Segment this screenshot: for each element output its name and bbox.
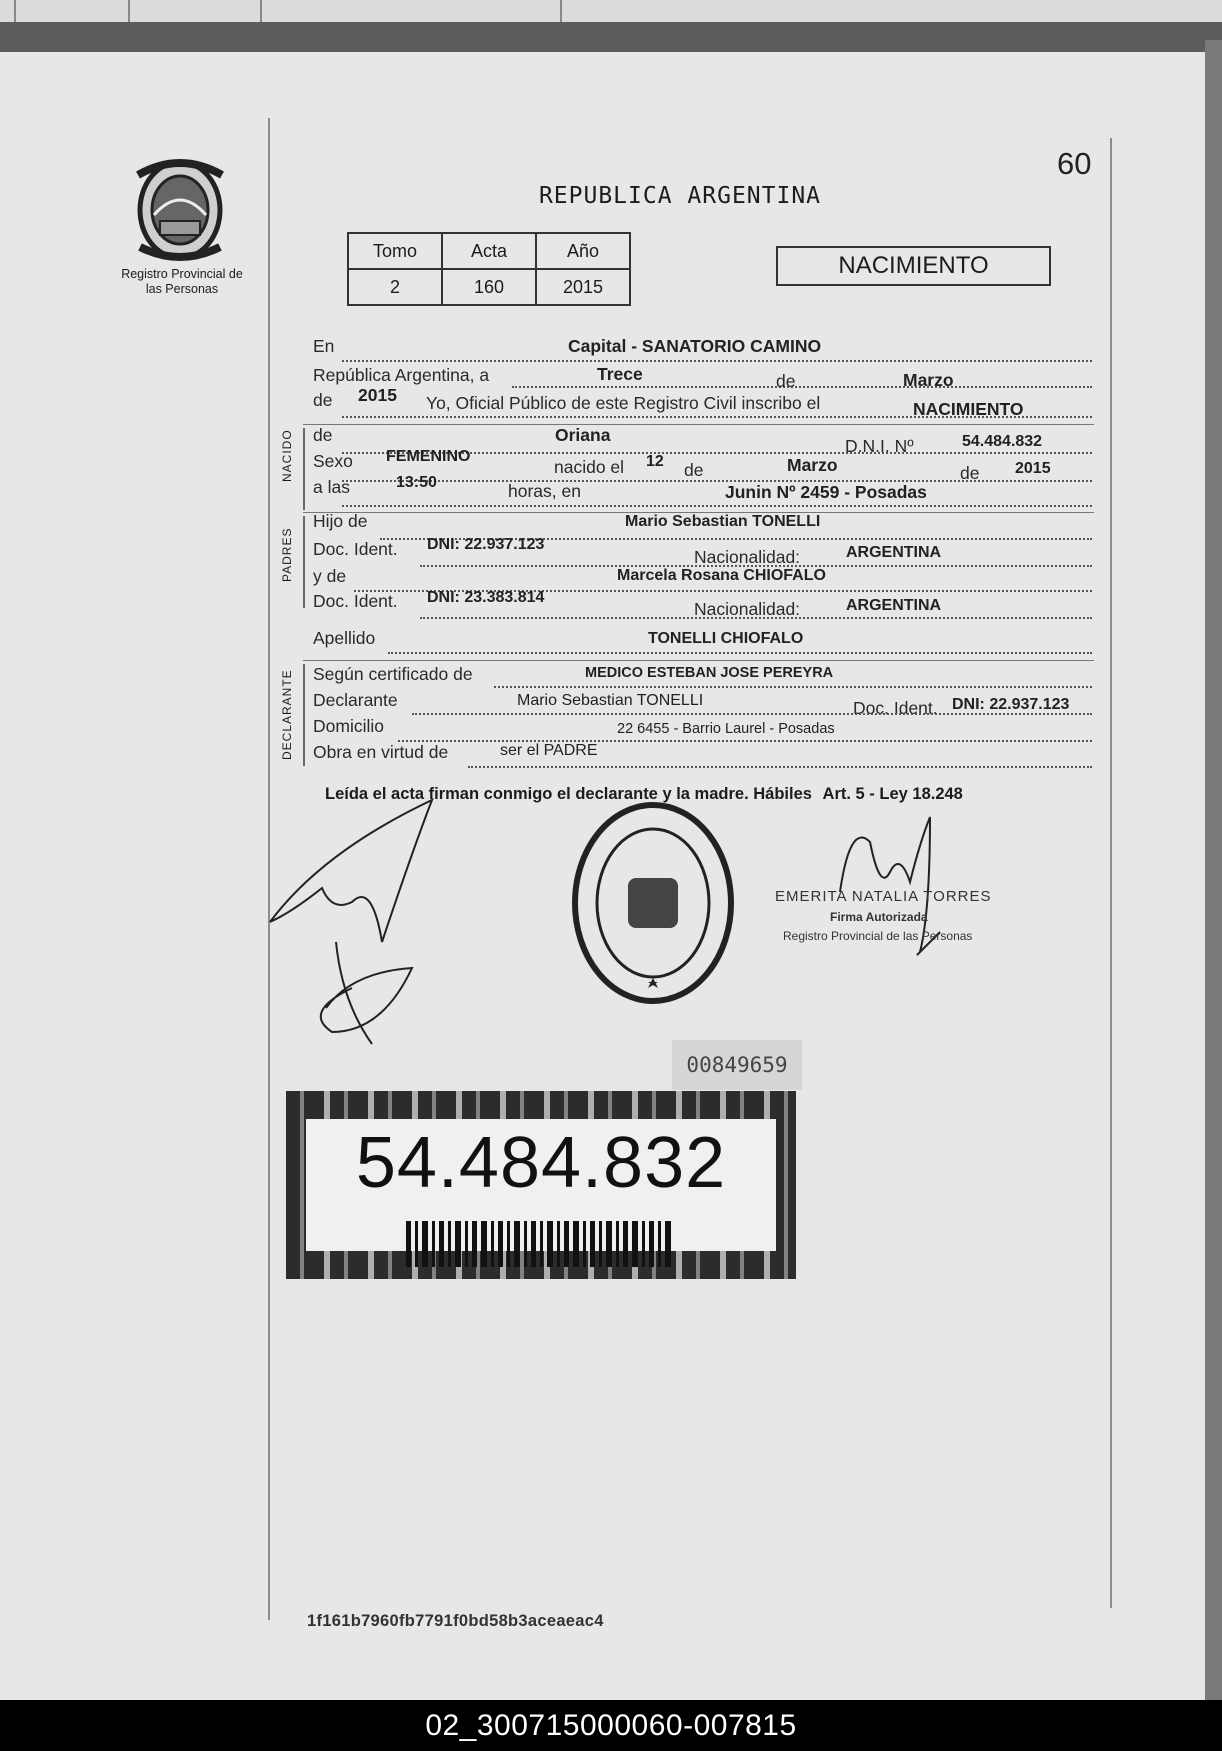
mother-doc: DNI: 23.383.814	[427, 589, 545, 606]
dni-plate	[286, 1091, 796, 1279]
declarant-name: Mario Sebastian TONELLI	[517, 692, 704, 709]
time-suffix-label: horas, en	[508, 481, 581, 501]
act-table	[347, 232, 631, 306]
official-title: Firma Autorizada	[830, 910, 928, 924]
document-hash: 1f161b7960fb7791f0bd58b3aceaeac4	[307, 1612, 604, 1630]
time-prefix-label: a las	[313, 477, 350, 497]
born-month: Marzo	[787, 455, 838, 475]
dni-label: D.N.I. Nº	[845, 436, 914, 456]
birth-address: Junin Nº 2459 - Posadas	[725, 482, 927, 502]
closing-statement: Leída el acta firman conmigo el declarante y la madre. Hábiles	[325, 785, 812, 803]
address-label: Domicilio	[313, 716, 384, 736]
declarant-doc: DNI: 22.937.123	[952, 696, 1070, 713]
act-table-cell: 2	[348, 269, 442, 305]
birth-time: 13:50	[396, 474, 437, 491]
statement-text: Yo, Oficial Público de este Registro Civil inscribo el	[426, 393, 821, 413]
day-value: Trece	[597, 364, 643, 384]
born-de-label-2: de	[960, 463, 980, 483]
year-value: 2015	[358, 385, 397, 405]
capacity-value: ser el PADRE	[500, 742, 598, 759]
scan-top-edge	[0, 0, 1222, 52]
father-name: Mario Sebastian TONELLI	[625, 513, 821, 530]
file-id-bar: 02_300715000060-007815	[0, 1700, 1222, 1751]
official-stamp	[568, 798, 738, 1008]
place-label: En	[313, 336, 335, 356]
section-label-padres: PADRES	[280, 527, 294, 582]
province-crest-icon	[132, 155, 228, 265]
act-table-header: Tomo	[348, 233, 442, 269]
section-label-declarante: DECLARANTE	[280, 669, 294, 760]
certificate-value: MEDICO ESTEBAN JOSE PEREYRA	[585, 665, 834, 681]
mother-doc-label: Doc. Ident.	[313, 591, 398, 611]
address-value: 22 6455 - Barrio Laurel - Posadas	[617, 721, 835, 737]
serial-number: 00849659	[672, 1040, 802, 1090]
certificate-label: Según certificado de	[313, 664, 473, 684]
mother-label: y de	[313, 566, 347, 586]
event-value: NACIMIENTO	[913, 399, 1024, 419]
document-type-box: NACIMIENTO	[776, 246, 1051, 286]
born-year: 2015	[1015, 460, 1051, 477]
dni-plate-number: 54.484.832	[355, 1123, 727, 1203]
page-shadow	[1205, 40, 1222, 1700]
month-value: Marzo	[903, 370, 954, 390]
born-de-label: de	[684, 460, 704, 480]
barcode-icon	[406, 1221, 676, 1267]
act-table-cell: 2015	[536, 269, 630, 305]
father-doc: DNI: 22.937.123	[427, 536, 545, 553]
declarant-doc-label: Doc. Ident.	[853, 698, 938, 718]
born-label: nacido el	[554, 457, 625, 477]
act-table-cell: 160	[442, 269, 536, 305]
mother-nationality-label: Nacionalidad:	[694, 599, 801, 619]
mother-name: Marcela Rosana CHIOFALO	[617, 567, 826, 584]
official-registry: Registro Provincial de las Personas	[783, 929, 973, 943]
father-nationality: ARGENTINA	[846, 544, 942, 561]
right-margin-rule	[1110, 138, 1112, 1608]
declarant-label: Declarante	[313, 690, 398, 710]
page-number: 60	[1057, 146, 1092, 181]
child-name: Oriana	[555, 425, 611, 445]
father-label: Hijo de	[313, 511, 368, 531]
registry-name: Registro Provincial de las Personas	[121, 267, 243, 296]
date-prefix-label: República Argentina, a	[313, 365, 490, 385]
declarant-signature	[262, 792, 442, 1052]
capacity-label: Obra en virtud de	[313, 742, 449, 762]
act-table-header: Año	[536, 233, 630, 269]
born-day: 12	[646, 453, 664, 470]
closing-law: Art. 5 - Ley 18.248	[822, 785, 963, 803]
surname-value: TONELLI CHIOFALO	[648, 630, 804, 647]
section-label-nacido: NACIDO	[280, 429, 294, 482]
surname-label: Apellido	[313, 628, 376, 648]
father-doc-label: Doc. Ident.	[313, 539, 398, 559]
child-dni: 54.484.832	[962, 433, 1043, 450]
de-label: de	[776, 371, 796, 391]
country-title: REPUBLICA ARGENTINA	[538, 183, 822, 209]
act-table-header: Acta	[442, 233, 536, 269]
mother-nationality: ARGENTINA	[846, 597, 942, 614]
official-name: EMERITA NATALIA TORRES	[775, 888, 992, 905]
year-prefix-label: de	[313, 390, 333, 410]
nacido-de-label: de	[313, 425, 333, 445]
sex-label: Sexo	[313, 451, 353, 471]
place-value: Capital - SANATORIO CAMINO	[568, 336, 822, 356]
father-nationality-label: Nacionalidad:	[694, 547, 801, 567]
sex-value: FEMENINO	[386, 448, 471, 465]
